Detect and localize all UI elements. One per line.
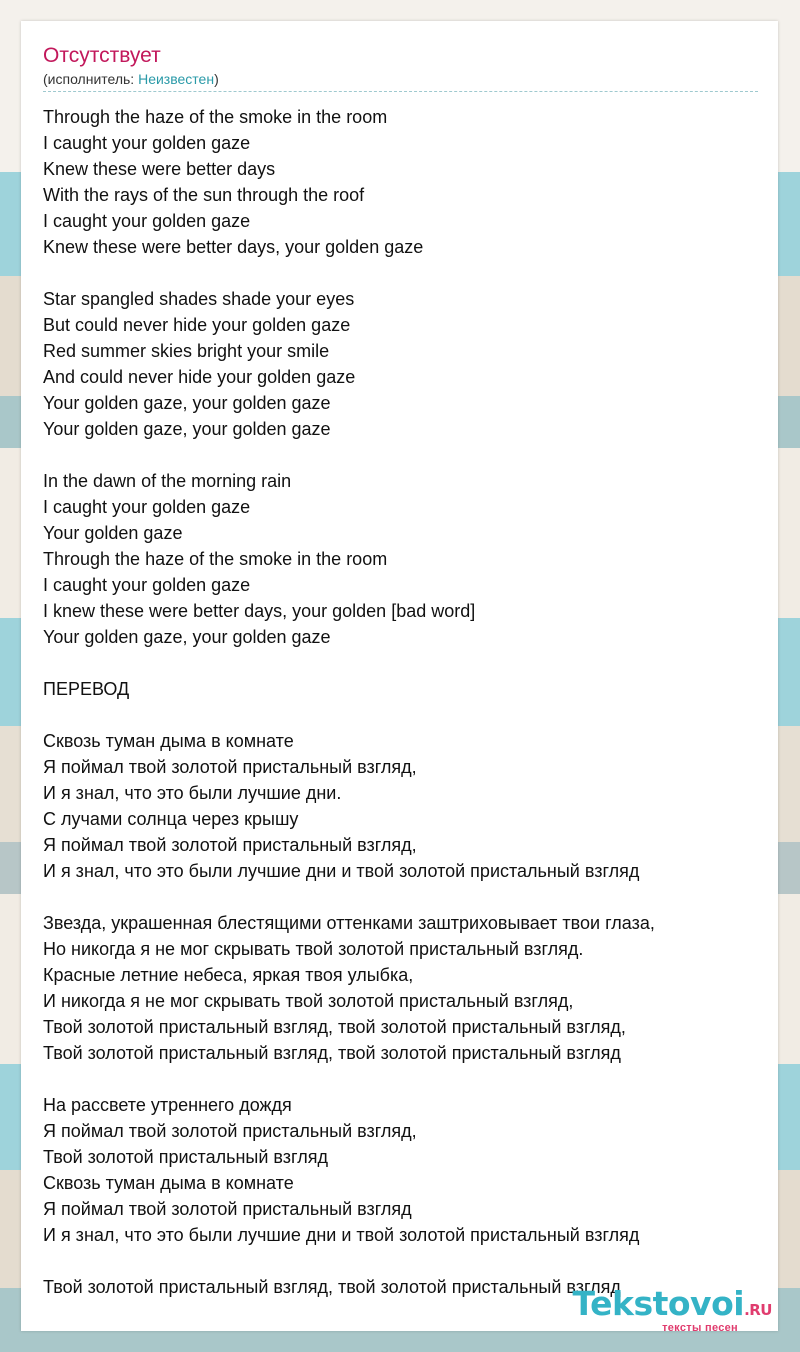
lyrics-line: I caught your golden gaze [43, 497, 251, 517]
lyrics-line: Knew these were better days, your golden gaze [43, 237, 424, 257]
lyrics-line: Your golden gaze, your golden gaze [43, 393, 331, 413]
lyrics-line: Я поймал твой золотой пристальный взгляд, [43, 1121, 417, 1141]
song-title: Отсутствует [43, 44, 161, 67]
logo-tagline: тексты песен [662, 1322, 738, 1334]
lyrics-line: ПЕРЕВОД [43, 679, 130, 699]
lyrics-card [21, 21, 778, 1331]
song-header [43, 43, 758, 88]
lyrics-line: Твой золотой пристальный взгляд [43, 1147, 328, 1167]
lyrics-line: Сквозь туман дыма в комнате [43, 1173, 294, 1193]
lyrics-line: И никогда я не мог скрывать твой золотой пристальный взгляд, [43, 991, 574, 1011]
lyrics-line: But could never hide your golden gaze [43, 315, 351, 335]
lyrics-blank-line [43, 1248, 758, 1274]
site-logo[interactable] [573, 1286, 772, 1334]
artist-prefix: (исполнитель: [43, 71, 139, 87]
lyrics-line: Я поймал твой золотой пристальный взгляд [43, 1199, 412, 1219]
lyrics-line: I caught your golden gaze [43, 575, 251, 595]
header-divider [43, 91, 758, 92]
lyrics-line: Red summer skies bright your smile [43, 341, 330, 361]
artist-line [43, 70, 758, 88]
lyrics-line: Your golden gaze, your golden gaze [43, 627, 331, 647]
lyrics-blank-line [43, 650, 758, 676]
lyrics-blank-line [43, 884, 758, 910]
lyrics-line: Your golden gaze, your golden gaze [43, 419, 331, 439]
lyrics-line: Through the haze of the smoke in the room [43, 549, 388, 569]
lyrics-line: Star spangled shades shade your eyes [43, 289, 355, 309]
lyrics-blank-line [43, 260, 758, 286]
lyrics-line: And could never hide your golden gaze [43, 367, 356, 387]
lyrics-line: Твой золотой пристальный взгляд, твой золотой пристальный взгляд [43, 1043, 621, 1063]
logo-tld: .RU [744, 1301, 772, 1319]
lyrics-line: Звезда, украшенная блестящими оттенками заштриховывает твои глаза, [43, 913, 655, 933]
lyrics-line: I knew these were better days, your golden [bad word] [43, 601, 476, 621]
lyrics-line: I caught your golden gaze [43, 133, 251, 153]
lyrics-blank-line [43, 1066, 758, 1092]
lyrics-line: Я поймал твой золотой пристальный взгляд, [43, 757, 417, 777]
lyrics-line: На рассвете утреннего дождя [43, 1095, 292, 1115]
lyrics-line: И я знал, что это были лучшие дни и твой золотой пристальный взгляд [43, 861, 640, 881]
lyrics-blank-line [43, 702, 758, 728]
lyrics-line: Но никогда я не мог скрывать твой золотой пристальный взгляд. [43, 939, 584, 959]
lyrics-line: Твой золотой пристальный взгляд, твой золотой пристальный взгляд, [43, 1017, 626, 1037]
lyrics-line: Красные летние небеса, яркая твоя улыбка, [43, 965, 414, 985]
lyrics-line: Knew these were better days [43, 159, 276, 179]
lyrics-line: With the rays of the sun through the roof [43, 185, 365, 205]
lyrics-line: И я знал, что это были лучшие дни и твой золотой пристальный взгляд [43, 1225, 640, 1245]
logo-name: Tekstovoi [572, 1284, 745, 1323]
lyrics-line: С лучами солнца через крышу [43, 809, 299, 829]
lyrics-blank-line [43, 442, 758, 468]
artist-link[interactable]: Неизвестен [138, 71, 215, 87]
lyrics-line: Through the haze of the smoke in the room [43, 107, 388, 127]
lyrics-text [43, 104, 758, 1300]
lyrics-line: И я знал, что это были лучшие дни. [43, 783, 342, 803]
lyrics-line: I caught your golden gaze [43, 211, 251, 231]
lyrics-line: Твой золотой пристальный взгляд, твой золотой пристальный взгляд [43, 1277, 621, 1297]
lyrics-line: Your golden gaze [43, 523, 183, 543]
lyrics-line: In the dawn of the morning rain [43, 471, 292, 491]
artist-suffix: ) [214, 71, 219, 87]
lyrics-line: Я поймал твой золотой пристальный взгляд, [43, 835, 417, 855]
lyrics-line: Сквозь туман дыма в комнате [43, 731, 294, 751]
